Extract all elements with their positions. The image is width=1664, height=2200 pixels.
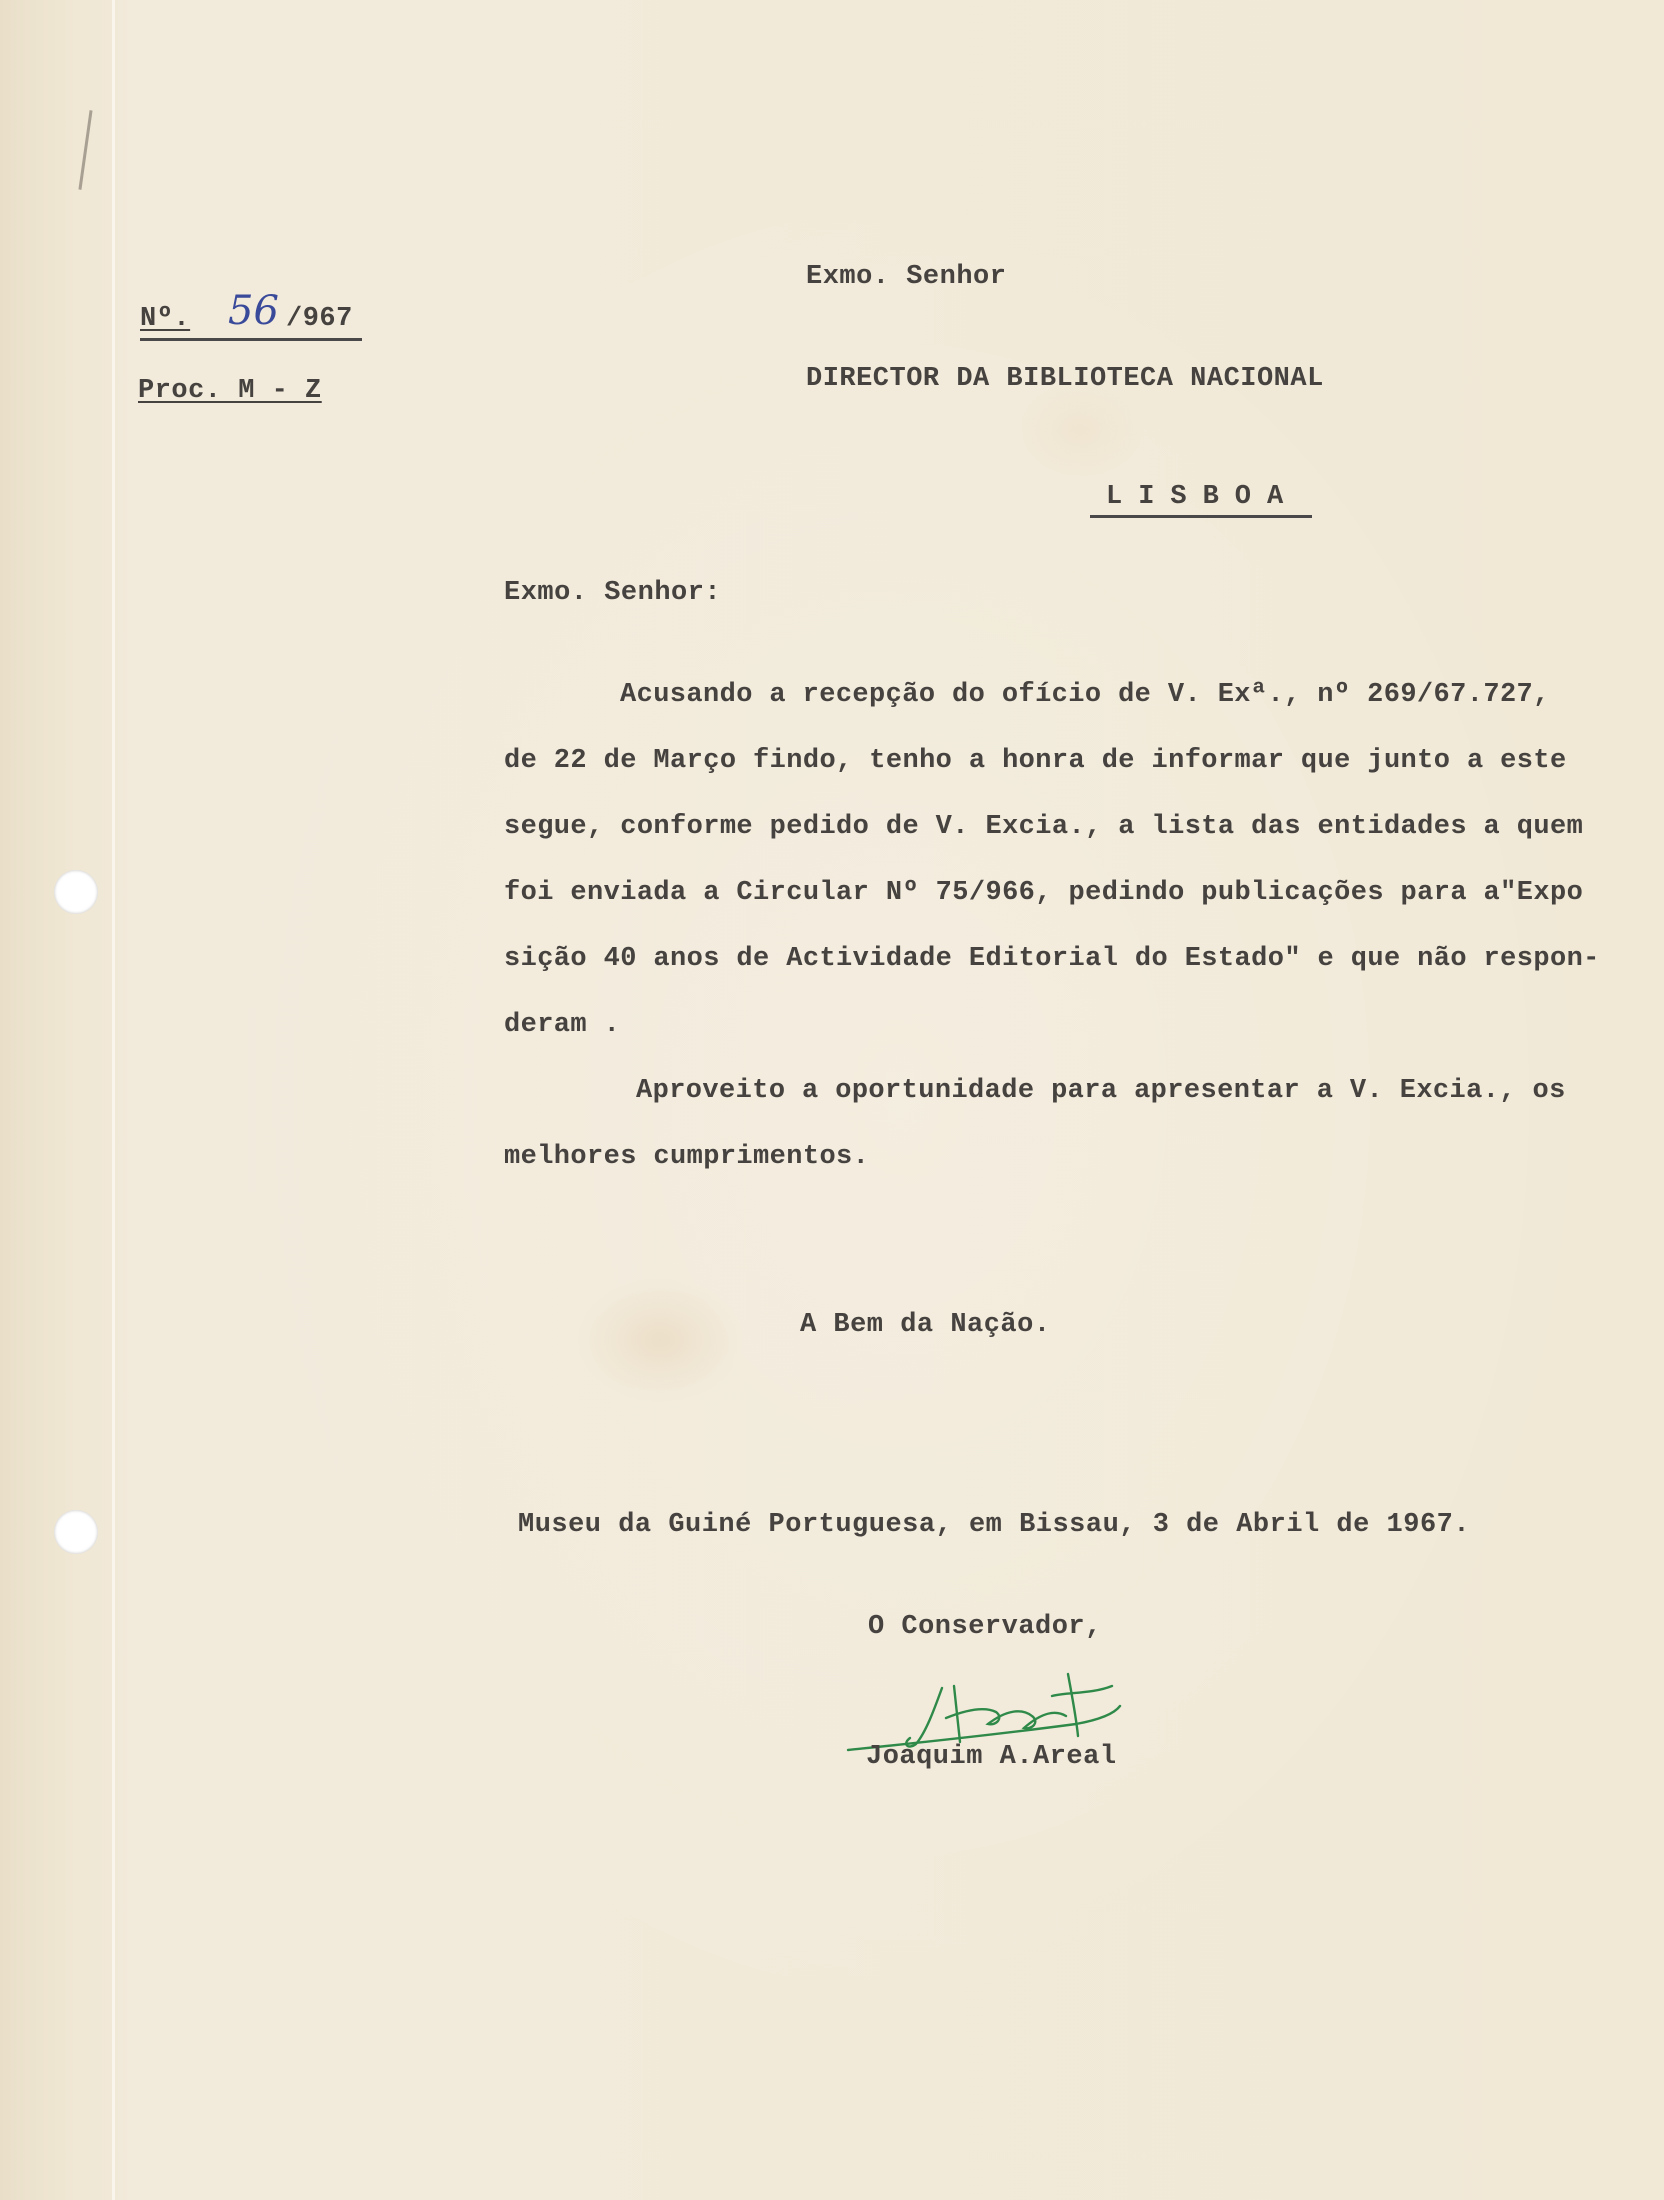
reference-number-underline [140,338,362,341]
recipient-city: LISBOA [1106,482,1300,512]
punch-hole-top [54,870,98,914]
body-line: foi enviada a Circular Nº 75/966, pedindo publicações para a"Expo [504,878,1584,908]
paper-fold-line [112,0,115,2200]
body-line: Aproveito a oportunidade para apresentar a V. Excia., os [636,1076,1566,1106]
body-line: sição 40 anos de Actividade Editorial do Estado" e que não respon- [504,944,1600,974]
body-line: segue, conforme pedido de V. Excia., a lista das entidades a quem [504,812,1584,842]
place-and-date: Museu da Guiné Portuguesa, em Bissau, 3 de Abril de 1967. [518,1510,1471,1540]
body-line: melhores cumprimentos. [504,1142,870,1172]
punch-hole-bottom [54,1510,98,1554]
body-line: deram . [504,1010,621,1040]
reference-number-handwritten: 56 [228,288,279,334]
signatory-role: O Conservador, [868,1612,1102,1642]
signatory-name: Joaquim A.Areal [866,1742,1117,1772]
recipient-salutation-header: Exmo. Senhor [806,262,1007,292]
recipient-title: DIRECTOR DA BIBLIOTECA NACIONAL [806,364,1324,394]
paper-tear-mark [78,110,92,190]
recipient-city-underline [1090,515,1312,518]
closing-formula: A Bem da Nação. [800,1310,1051,1340]
reference-number-suffix: /967 [286,304,353,334]
greeting: Exmo. Senhor: [504,578,722,608]
process-reference: Proc. M - Z [138,376,322,406]
body-line: de 22 de Março findo, tenho a honra de informar que junto a este [504,746,1567,776]
body-line: Acusando a recepção do ofício de V. Exª., nº 269/67.727, [620,680,1550,710]
reference-number-prefix: Nº. [140,304,191,334]
